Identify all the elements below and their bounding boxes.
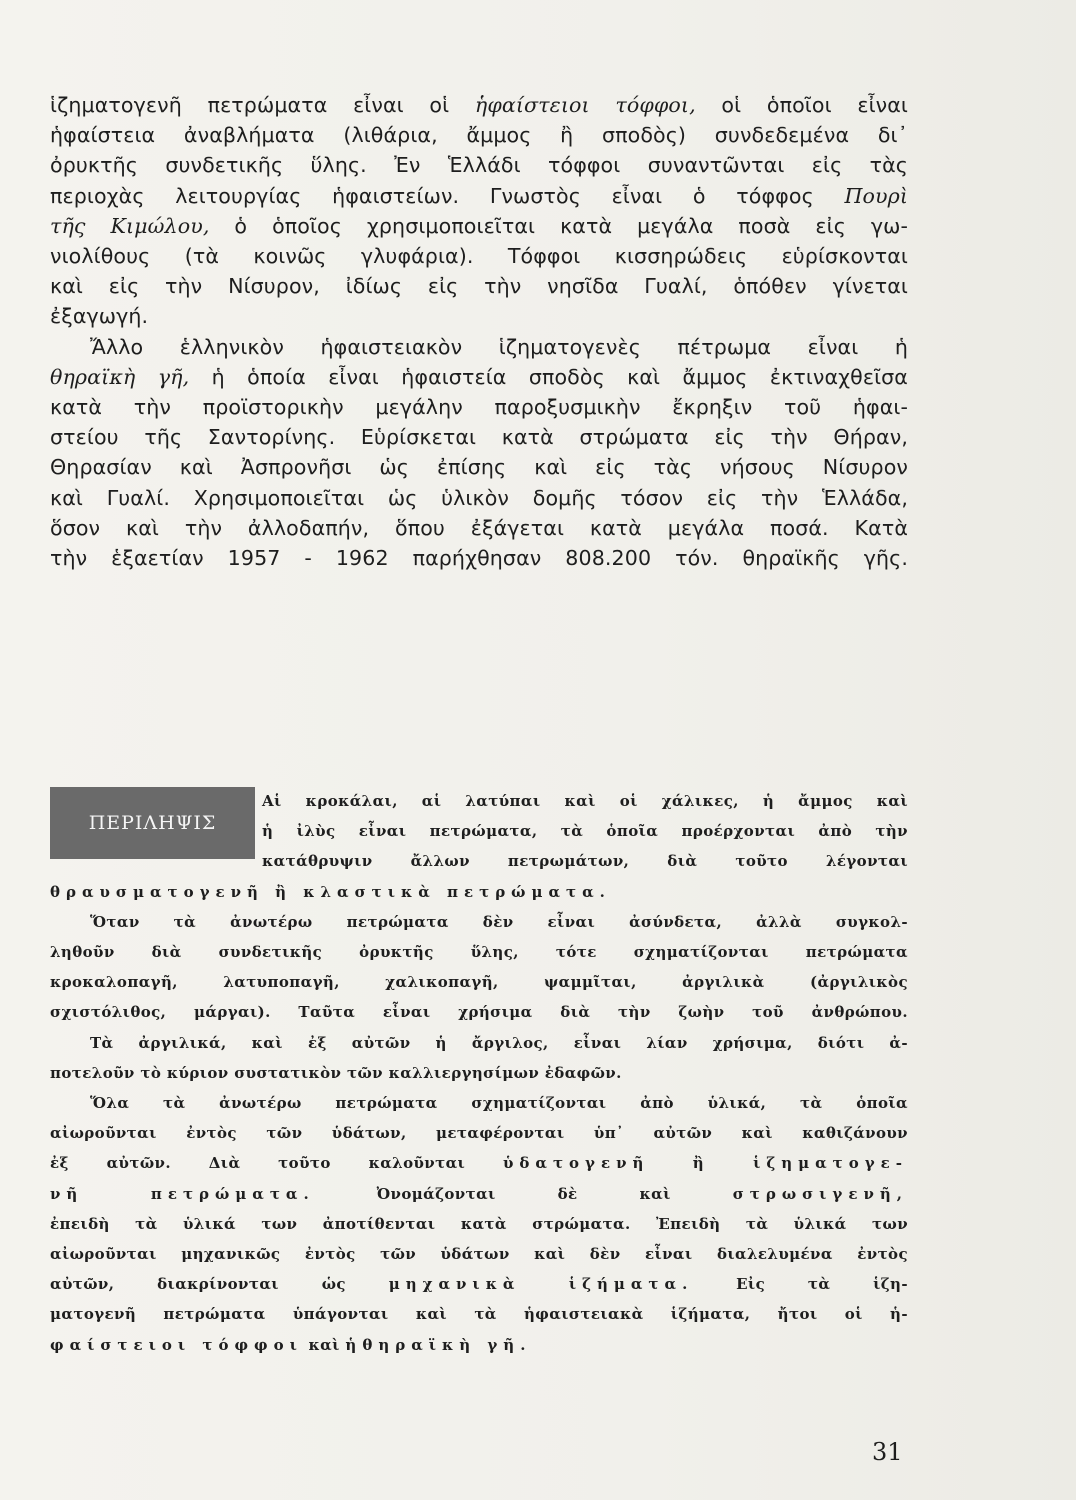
summary-line: θραυσματογενῆ ἢ κλαστικὰ πετρώματα.	[50, 882, 611, 901]
text-line: τὴν ἑξαετίαν 1957 - 1962 παρήχθησαν 808.200 τόν. θηραϊκῆς γῆς.	[50, 546, 908, 571]
text-line: ἱζηματογενῆ πετρώματα εἶναι οἱ ἡφαίστειοι τόφφοι, οἱ ὁποῖοι εἶναι	[50, 93, 908, 117]
text-line: ὀρυκτῆς συνδετικῆς ὕλης. Ἐν Ἑλλάδι τόφφοι συναντῶνται εἰς τὰς	[50, 153, 908, 178]
text-line: τῆς Κιμώλου, ὁ ὁποῖος χρησιμοποιεῖται κατὰ μεγάλα ποσὰ εἰς γω-	[50, 213, 908, 238]
summary-line: αἰωροῦνται μηχανικῶς ἐντὸς τῶν ὑδάτων καὶ δὲν εἶναι διαλελυμένα ἐντὸς	[50, 1245, 908, 1264]
summary-line: ληθοῦν διὰ συνδετικῆς ὀρυκτῆς ὕλης, τότε σχηματίζονται πετρώματα	[50, 943, 908, 962]
summary-label: ΠΕΡΙΛΗΨΙΣ	[88, 812, 217, 834]
summary-line: Τὰ ἀργιλικά, καὶ ἐξ αὐτῶν ἡ ἄργιλος, εἶναι λίαν χρήσιμα, διότι ἀ-	[90, 1033, 908, 1052]
summary-line: φαίστειοι τόφφοι καὶ ἡ θηραϊκὴ γῆ.	[50, 1335, 532, 1354]
text-line: ὅσον καὶ τὴν ἀλλοδαπήν, ὅπου ἐξάγεται κατὰ μεγάλα ποσά. Κατὰ	[50, 515, 908, 540]
summary-text	[50, 786, 908, 1360]
summary-line: ἐξ αὐτῶν. Διὰ τοῦτο καλοῦνται ὑδατογενῆ ἢ ἱζηματογε-	[50, 1154, 908, 1173]
text-line: καὶ Γυαλί. Χρησιμοποιεῖται ὡς ὑλικὸν δομῆς τόσον εἰς τὴν Ἑλλάδα,	[50, 485, 908, 510]
main-text	[50, 90, 908, 573]
summary-line: αὐτῶν, διακρίνονται ὡς μηχανικὰ ἱζήματα. Εἰς τὰ ἱζη-	[50, 1275, 908, 1294]
summary-line: ματογενῆ πετρώματα ὑπάγονται καὶ τὰ ἡφαιστειακὰ ἱζήματα, ἤτοι οἱ ἡ-	[50, 1305, 908, 1324]
summary-line: Ὅταν τὰ ἀνωτέρω πετρώματα δὲν εἶναι ἀσύνδετα, ἀλλὰ συγκολ-	[90, 912, 908, 931]
page-number: 31	[872, 1438, 903, 1466]
summary-line: Ὅλα τὰ ἀνωτέρω πετρώματα σχηματίζονται ἀπὸ ὑλικά, τὰ ὁποῖα	[90, 1094, 908, 1113]
summary-line: κροκαλοπαγῆ, λατυποπαγῆ, χαλικοπαγῆ, ψαμμῖται, ἀργιλικὰ (ἀργιλικὸς	[50, 973, 908, 992]
text-line: κατὰ τὴν προϊστορικὴν μεγάλην παροξυσμικὴν ἔκρηξιν τοῦ ἡφαι-	[50, 395, 908, 420]
summary-line: Αἱ κροκάλαι, αἱ λατύπαι καὶ οἱ χάλικες, ἡ ἄμμος καὶ	[262, 792, 908, 810]
summary-line: ἡ ἰλὺς εἶναι πετρώματα, τὰ ὁποῖα προέρχονται ἀπὸ τὴν	[262, 822, 908, 841]
text-line: Θηρασίαν καὶ Ἀσπρονῆσι ὡς ἐπίσης καὶ εἰς τὰς νήσους Νίσυρον	[50, 455, 908, 480]
summary-line: αἰωροῦνται ἐντὸς τῶν ὑδάτων, μεταφέρονται ὑπ᾽ αὐτῶν καὶ καθιζάνουν	[50, 1124, 908, 1143]
text-line: περιοχὰς λειτουργίας ἡφαιστείων. Γνωστὸς εἶναι ὁ τόφφος Πουρὶ	[50, 183, 908, 208]
summary-line: ποτελοῦν τὸ κύριον συστατικὸν τῶν καλλιεργησίμων ἐδαφῶν.	[50, 1063, 622, 1082]
summary-line: κατάθρυψιν ἄλλων πετρωμάτων, διὰ τοῦτο λέγονται	[262, 852, 908, 871]
text-line: Ἄλλο ἑλληνικὸν ἡφαιστειακὸν ἱζηματογενὲς πέτρωμα εἶναι ἡ	[90, 334, 908, 359]
text-line: θηραϊκὴ γῆ, ἡ ὁποία εἶναι ἡφαιστεία σποδὸς καὶ ἄμμος ἐκτιναχθεῖσα	[50, 364, 908, 389]
text-line: νιολίθους (τὰ κοινῶς γλυφάρια). Τόφφοι κισσηρώδεις εὑρίσκονται	[50, 244, 908, 269]
text-line: ἡφαίστεια ἀναβλήματα (λιθάρια, ἄμμος ἢ σποδὸς) συνδεδεμένα δι᾽	[50, 123, 908, 148]
text-line: ἐξαγωγή.	[50, 304, 149, 329]
summary-line: νῆ πετρώματα. Ὀνομάζονται δὲ καὶ στρωσιγενῆ,	[50, 1184, 908, 1203]
text-line: στείου τῆς Σαντορίνης. Εὑρίσκεται κατὰ στρώματα εἰς τὴν Θήραν,	[50, 425, 908, 450]
summary-line: ἐπειδὴ τὰ ὑλικά των ἀποτίθενται κατὰ στρώματα. Ἐπειδὴ τὰ ὑλικά των	[50, 1214, 908, 1233]
summary-line: σχιστόλιθος, μάργαι). Ταῦτα εἶναι χρήσιμα διὰ τὴν ζωὴν τοῦ ἀνθρώπου.	[50, 1003, 908, 1022]
text-line: καὶ εἰς τὴν Νίσυρον, ἰδίως εἰς τὴν νησῖδα Γυαλί, ὁπόθεν γίνεται	[50, 274, 908, 299]
